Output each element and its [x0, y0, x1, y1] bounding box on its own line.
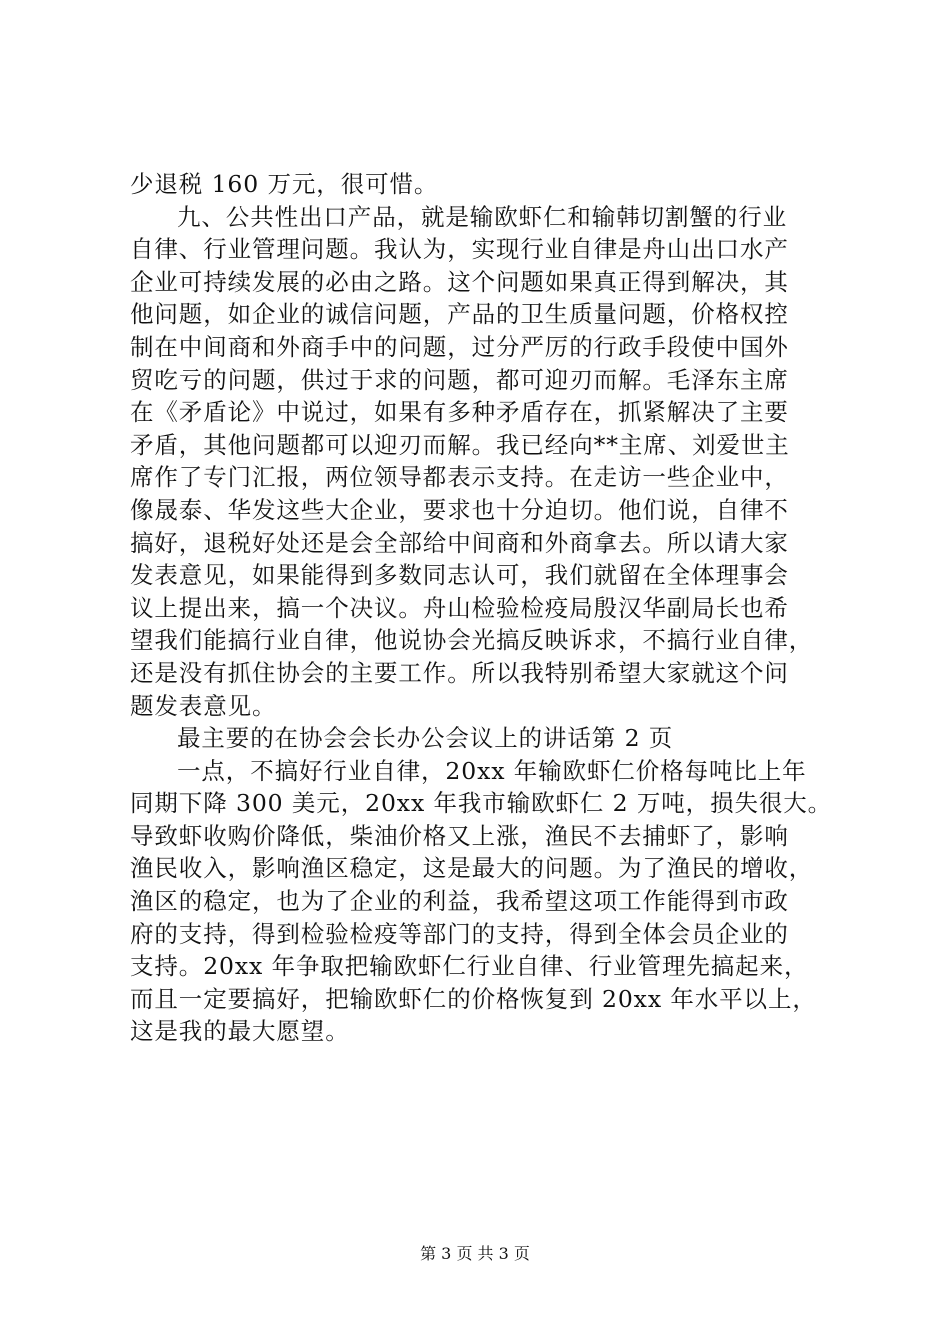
text-line: 渔民收入，影响渔区稳定，这是最大的问题。为了渔民的增收， [130, 854, 814, 883]
text-line: 制在中间商和外商手中的问题，过分严厉的行政手段使中国外 [130, 332, 789, 361]
text-line: 府的支持，得到检验检疫等部门的支持，得到全体会员企业的 [130, 919, 789, 948]
text-line: 九、公共性出口产品，就是输欧虾仁和输韩切割蟹的行业 [177, 202, 787, 231]
text-line: 像晟泰、华发这些大企业，要求也十分迫切。他们说，自律不 [130, 495, 789, 524]
text-line: 还是没有抓住协会的主要工作。所以我特别希望大家就这个问 [130, 658, 789, 687]
text-line: 导致虾收购价降低，柴油价格又上涨，渔民不去捕虾了，影响 [130, 821, 789, 850]
text-line: 望我们能搞行业自律，他说协会光搞反映诉求，不搞行业自律， [130, 626, 814, 655]
text-line: 发表意见，如果能得到多数同志认可，我们就留在全体理事会 [130, 561, 789, 590]
text-line: 这是我的最大愿望。 [130, 1017, 350, 1046]
text-line: 席作了专门汇报，两位领导都表示支持。在走访一些企业中， [130, 463, 789, 492]
text-line: 一点，不搞好行业自律，20xx 年输欧虾仁价格每吨比上年 [177, 756, 807, 785]
text-line: 少退税 160 万元，很可惜。 [130, 170, 439, 198]
text-line: 矛盾，其他问题都可以迎刃而解。我已经向**主席、刘爱世主 [130, 430, 790, 459]
document-body [130, 168, 833, 1048]
text-line: 同期下降 300 美元，20xx 年我市输欧虾仁 2 万吨，损失很大。 [130, 789, 833, 818]
text-line: 而且一定要搞好，把输欧虾仁的价格恢复到 20xx 年水平以上， [130, 984, 817, 1013]
text-line: 议上提出来，搞一个决议。舟山检验检疫局殷汉华副局长也希 [130, 593, 789, 622]
text-line: 企业可持续发展的必由之路。这个问题如果真正得到解决，其 [130, 267, 789, 296]
page-footer: 第 3 页 共 3 页 [420, 1244, 530, 1263]
text-line: 他问题，如企业的诚信问题，产品的卫生质量问题，价格权控 [130, 300, 789, 329]
text-line: 支持。20xx 年争取把输欧虾仁行业自律、行业管理先搞起来， [130, 952, 809, 981]
text-line: 贸吃亏的问题，供过于求的问题，都可迎刃而解。毛泽东主席 [130, 365, 789, 394]
text-line: 搞好，退税好处还是会全部给中间商和外商拿去。所以请大家 [130, 528, 789, 557]
text-line: 题发表意见。 [130, 691, 277, 720]
text-line: 自律、行业管理问题。我认为，实现行业自律是舟山出口水产 [130, 235, 789, 264]
text-line: 最主要的在协会会长办公会议上的讲话第 2 页 [177, 724, 674, 753]
text-line: 在《矛盾论》中说过，如果有多种矛盾存在，抓紧解决了主要 [130, 398, 789, 427]
text-line: 渔区的稳定，也为了企业的利益，我希望这项工作能得到市政 [130, 887, 789, 916]
